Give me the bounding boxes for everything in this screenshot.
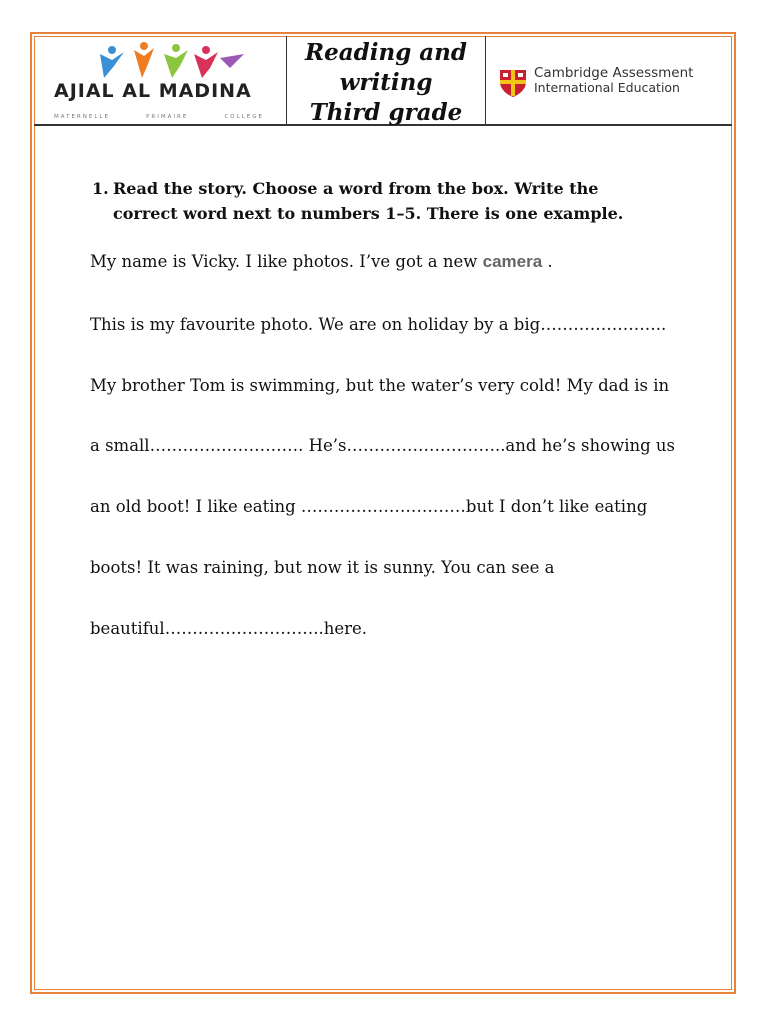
- school-logo: [34, 36, 286, 124]
- story-line-7: beautiful………………………..here.: [90, 619, 367, 638]
- story-line-6: boots! It was raining, but now it is sunny. You can see a: [90, 558, 555, 577]
- story-line-1: [90, 252, 553, 272]
- partner-line: International Education: [534, 80, 680, 95]
- story-line-2: This is my favourite photo. We are on holiday by a big…………………..: [90, 315, 667, 334]
- question-instruction: Read the story. Choose a word from the box. Write the correct word next to numbers 1–5. There is one example.: [113, 179, 624, 223]
- question-number: 1.: [92, 179, 109, 198]
- school-level: MATERNELLE: [54, 114, 110, 120]
- story-line-4: a small………………………. He’s………………………..and he’s showing us: [90, 436, 676, 455]
- title-line: writing: [339, 69, 433, 96]
- title-line: Third grade: [309, 99, 463, 126]
- school-level: PRIMAIRE: [146, 114, 189, 120]
- title-cell: [286, 36, 486, 124]
- page-title: [287, 38, 485, 128]
- school-name: AJIAL AL MADINA: [54, 80, 252, 102]
- story-line-3: My brother Tom is swimming, but the water’s very cold! My dad is in: [90, 376, 670, 395]
- question-1: [92, 176, 662, 226]
- school-levels: [54, 114, 264, 120]
- partner-line: Cambridge Assessment: [534, 65, 694, 81]
- title-line: Reading and: [305, 39, 467, 66]
- partner-logo: [486, 36, 732, 124]
- people-figures-icon: [94, 40, 254, 82]
- header-table: [34, 36, 732, 126]
- story-text: My name is Vicky. I like photos. I’ve got a new: [90, 252, 483, 271]
- story-line-5: an old boot! I like eating …………………………but I don’t like eating: [90, 497, 648, 516]
- example-answer: camera: [482, 252, 543, 271]
- cambridge-shield-icon: [498, 68, 528, 98]
- school-level: COLLEGE: [224, 114, 264, 120]
- story-text: .: [542, 252, 553, 271]
- partner-name: [534, 66, 693, 95]
